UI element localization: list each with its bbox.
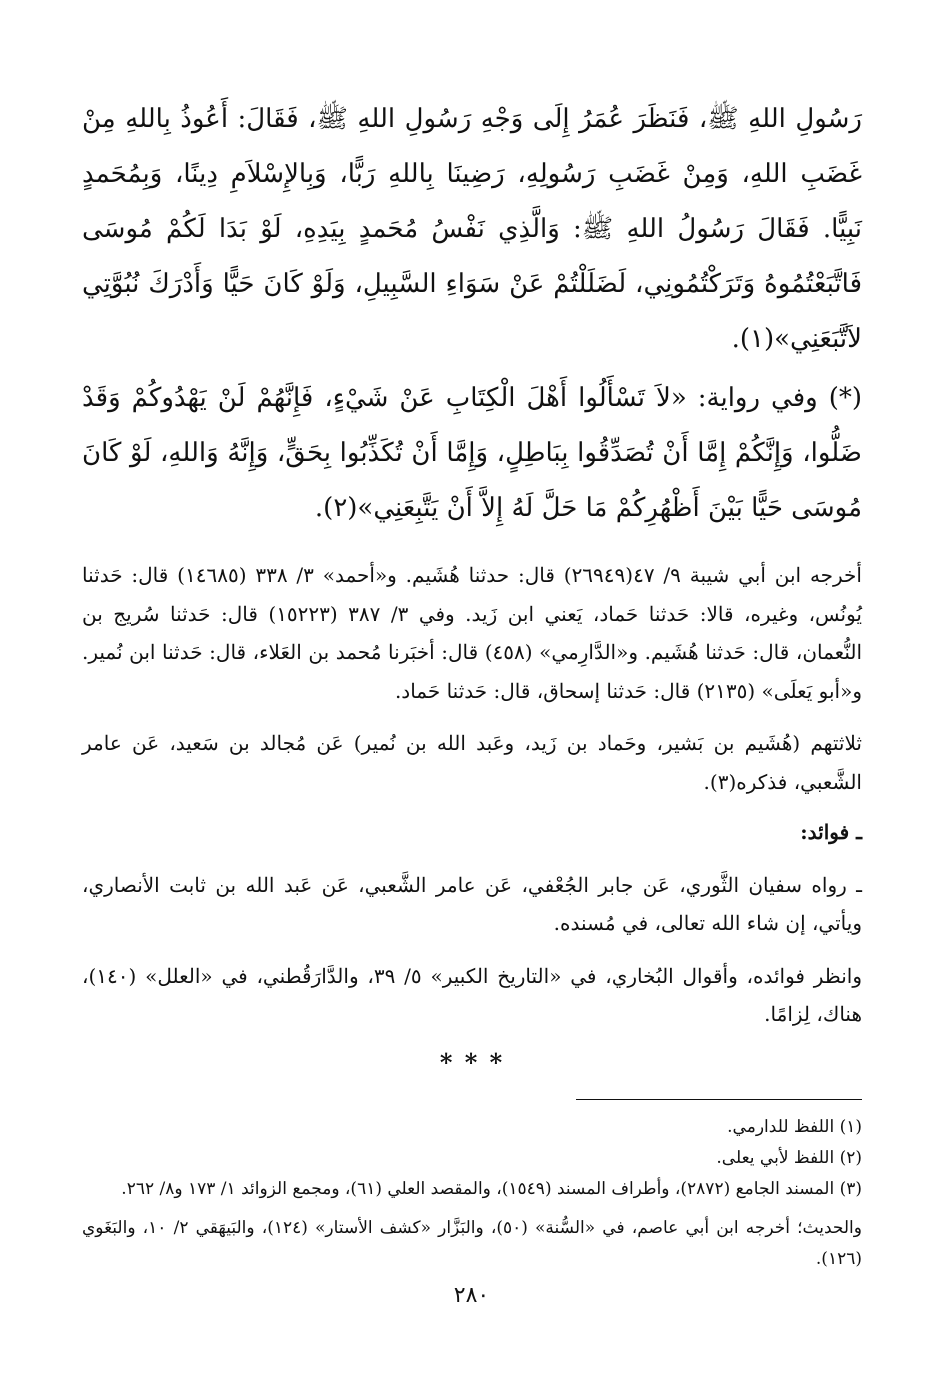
hadith-text-section xyxy=(82,92,862,536)
takhrij-section xyxy=(82,556,862,1034)
footnote-divider xyxy=(576,1099,862,1100)
footnote-3: (٣) المسند الجامع (٢٨٧٢)، وأطراف المسند (١٥٤٩)، والمقصد العلي (٦١)، ومجمع الزوائد ١/ ١٧٣ و٨/ ٢٦٢. xyxy=(121,1178,862,1199)
page-number: ٢٨٠ xyxy=(453,1283,490,1308)
page-content xyxy=(82,92,862,1275)
fawaid-heading: ـ فوائد: xyxy=(800,820,862,844)
see-also-paragraph: وانظر فوائده، وأقوال البُخاري، في «التاريخ الكبير» ٥/ ٣٩، والدَّارَقُطني، في «العلل» (١٤٠)، هناك، لِزامًا. xyxy=(82,963,862,1026)
takhrij-paragraph: أخرجه ابن أبي شيبة ٩/ ٤٧(٢٦٩٤٩) قال: حدثنا هُشَيم. و«أحمد» ٣/ ٣٣٨ (١٤٦٨٥) قال: حَدثنا يُونُس، وغيره، قالا: حَدثنا حَماد، يَعني ابن زَيد. وفي ٣/ ٣٨٧ (١٥٢٢٣) قال: حَدثنا سُريج بن النُّعمان، قال: حَدثنا هُشَيم. و«الدَّارِمي» (٤٥٨) قال: أخبَرنا مُحمد بن العَلاء، قال: حَدثنا ابن نُمير. و«أبو يَعلَى» (٢١٣٥) قال: حَدثنا إسحاق، قال: حَدثنا حَماد. xyxy=(82,563,863,703)
section-separator: * * * xyxy=(439,1047,505,1077)
footnotes-section xyxy=(82,1112,862,1275)
narrators-summary-paragraph: ثلاثتهم (هُشَيم بن بَشير، وحَماد بن زَيد، وعَبد الله بن نُمير) عَن مُجالد بن سَعيد، عَن عامر الشَّعبي، فذكره(٣). xyxy=(82,731,862,794)
fawaid-paragraph: ـ رواه سفيان الثَّوري، عَن جابر الجُعْفي، عَن عامر الشَّعبي، عَن عَبد الله بن ثابت الأنصاري، ويأتي، إن شاء الله تعالى، في مُسنده. xyxy=(82,872,862,935)
footnote-3-continuation: والحديث؛ أخرجه ابن أبي عاصم، في «السُّنة» (٥٠)، والبَزَّار «كشف الأستار» (١٢٤)، والبَيهَقي ٢/ ١٠، والبَغَوي (١٢٦). xyxy=(82,1217,862,1269)
footnote-2: (٢) اللفظ لأبي يعلى. xyxy=(716,1147,862,1168)
hadith-paragraph: رَسُولِ اللهِ ﷺ، فَنَظَرَ عُمَرُ إِلَى وَجْهِ رَسُولِ اللهِ ﷺ، فَقَالَ: أَعُوذُ بِاللهِ مِنْ غَضَبِ اللهِ، وَمِنْ غَضَبِ رَسُولِهِ، رَضِينَا بِاللهِ رَبًّا، وَبِالإِسْلاَمِ دِينًا، وَبِمُحَمدٍ نَبِيًّا. فَقَالَ رَسُولُ اللهِ ﷺ: وَالَّذِي نَفْسُ مُحَمدٍ بِيَدِهِ، لَوْ بَدَا لَكُمْ مُوسَى فَاتَّبَعْتُمُوهُ وَتَرَكْتُمُونِي، لَضَلَلْتُمْ عَنْ سَوَاءِ السَّبِيلِ، وَلَوْ كَانَ حَيًّا وَأَدْرَكَ نُبُوَّتِي لاَتَّبَعَنِي»(١). xyxy=(82,104,862,354)
hadith-variant-paragraph: (*) وفي رواية: «لاَ تَسْأَلُوا أَهْلَ الْكِتَابِ عَنْ شَيْءٍ، فَإِنَّهُمْ لَنْ يَهْدُوكُمْ وَقَدْ ضَلُّوا، وَإِنَّكُمْ إِمَّا أَنْ تُصَدِّقُوا بِبَاطِلٍ، وَإِمَّا أَنْ تُكَذِّبُوا بِحَقٍّ، وَإِنَّهُ وَاللهِ، لَوْ كَانَ مُوسَى حَيًّا بَيْنَ أَظْهُرِكُمْ مَا حَلَّ لَهُ إِلاَّ أَنْ يَتَّبِعَنِي»(٢). xyxy=(82,383,862,523)
footnote-1: (١) اللفظ للدارمي. xyxy=(727,1116,862,1137)
